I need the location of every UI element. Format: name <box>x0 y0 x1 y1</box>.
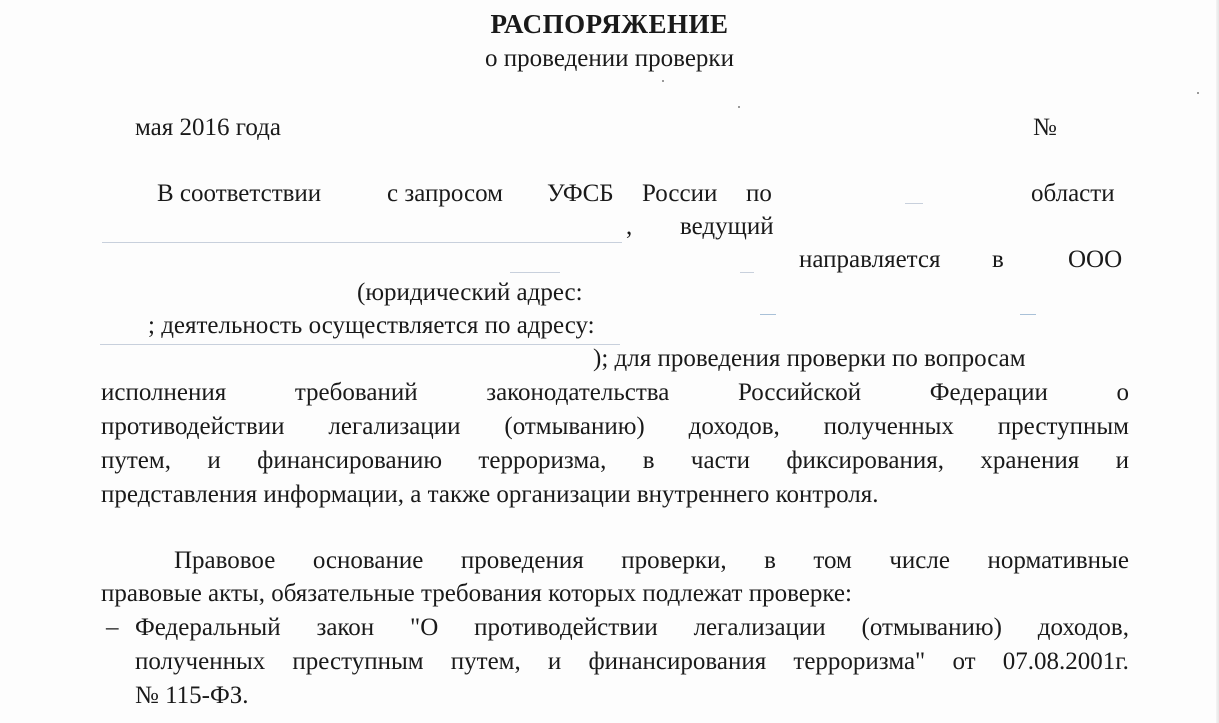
redaction-mark <box>740 272 754 273</box>
p1-line3-c: ООО <box>1068 246 1123 273</box>
redaction-mark <box>1020 314 1036 315</box>
p2-line1: Правовое основание проведения проверки, в том числе нормативные <box>174 547 1129 574</box>
p1-line4: (юридический адрес: <box>357 279 583 306</box>
list-item-line2: полученных преступным путем, и финансирования терроризма" от 07.08.2001г. <box>135 648 1129 675</box>
redaction-mark <box>102 242 622 243</box>
p1-line3-b: в <box>992 246 1004 273</box>
p1-line7: ); для проведения проверки по вопросам <box>593 345 1026 372</box>
p1-line5: ; деятельность осуществляется по адресу: <box>148 312 595 339</box>
scan-speck <box>1197 92 1199 94</box>
document-title: РАСПОРЯЖЕНИЕ <box>490 9 729 39</box>
p1-line8: исполнения требований законодательства Российской Федерации о <box>101 379 1129 406</box>
p1-line1-c: УФСБ <box>547 180 614 207</box>
p1-line1-e: по <box>746 180 772 207</box>
list-item-line3: № 115-ФЗ. <box>135 682 249 709</box>
p1-line11: представления информации, а также организации внутреннего контроля. <box>101 481 879 508</box>
list-dash: – <box>106 614 119 641</box>
p1-line1-a: В соответствии <box>157 180 322 207</box>
document-subtitle: о проведении проверки <box>485 45 734 72</box>
p1-line2-word: ведущий <box>680 213 774 240</box>
scan-speck <box>662 80 664 82</box>
p1-line2-comma: , <box>626 213 633 240</box>
p1-line1-b: с запросом <box>387 180 503 207</box>
p1-line10: путем, и финансированию терроризма, в части фиксирования, хранения и <box>101 447 1129 474</box>
document-number-label: № <box>1033 114 1057 141</box>
redaction-mark <box>760 314 776 315</box>
p1-line1-f: области <box>1031 180 1115 207</box>
redaction-mark <box>100 344 620 345</box>
document-date: мая 2016 года <box>135 114 281 141</box>
p2-line2: правовые акты, обязательные требования которых подлежат проверке: <box>101 580 852 607</box>
p1-line1-d: России <box>642 180 718 207</box>
list-item-line1: Федеральный закон "О противодействии легализации (отмыванию) доходов, <box>135 614 1129 641</box>
redaction-mark <box>905 203 923 204</box>
p1-line9: противодействии легализации (отмыванию) доходов, полученных преступным <box>101 413 1129 440</box>
scan-speck <box>738 106 740 108</box>
redaction-mark <box>510 272 560 273</box>
p1-line3-a: направляется <box>799 246 941 273</box>
